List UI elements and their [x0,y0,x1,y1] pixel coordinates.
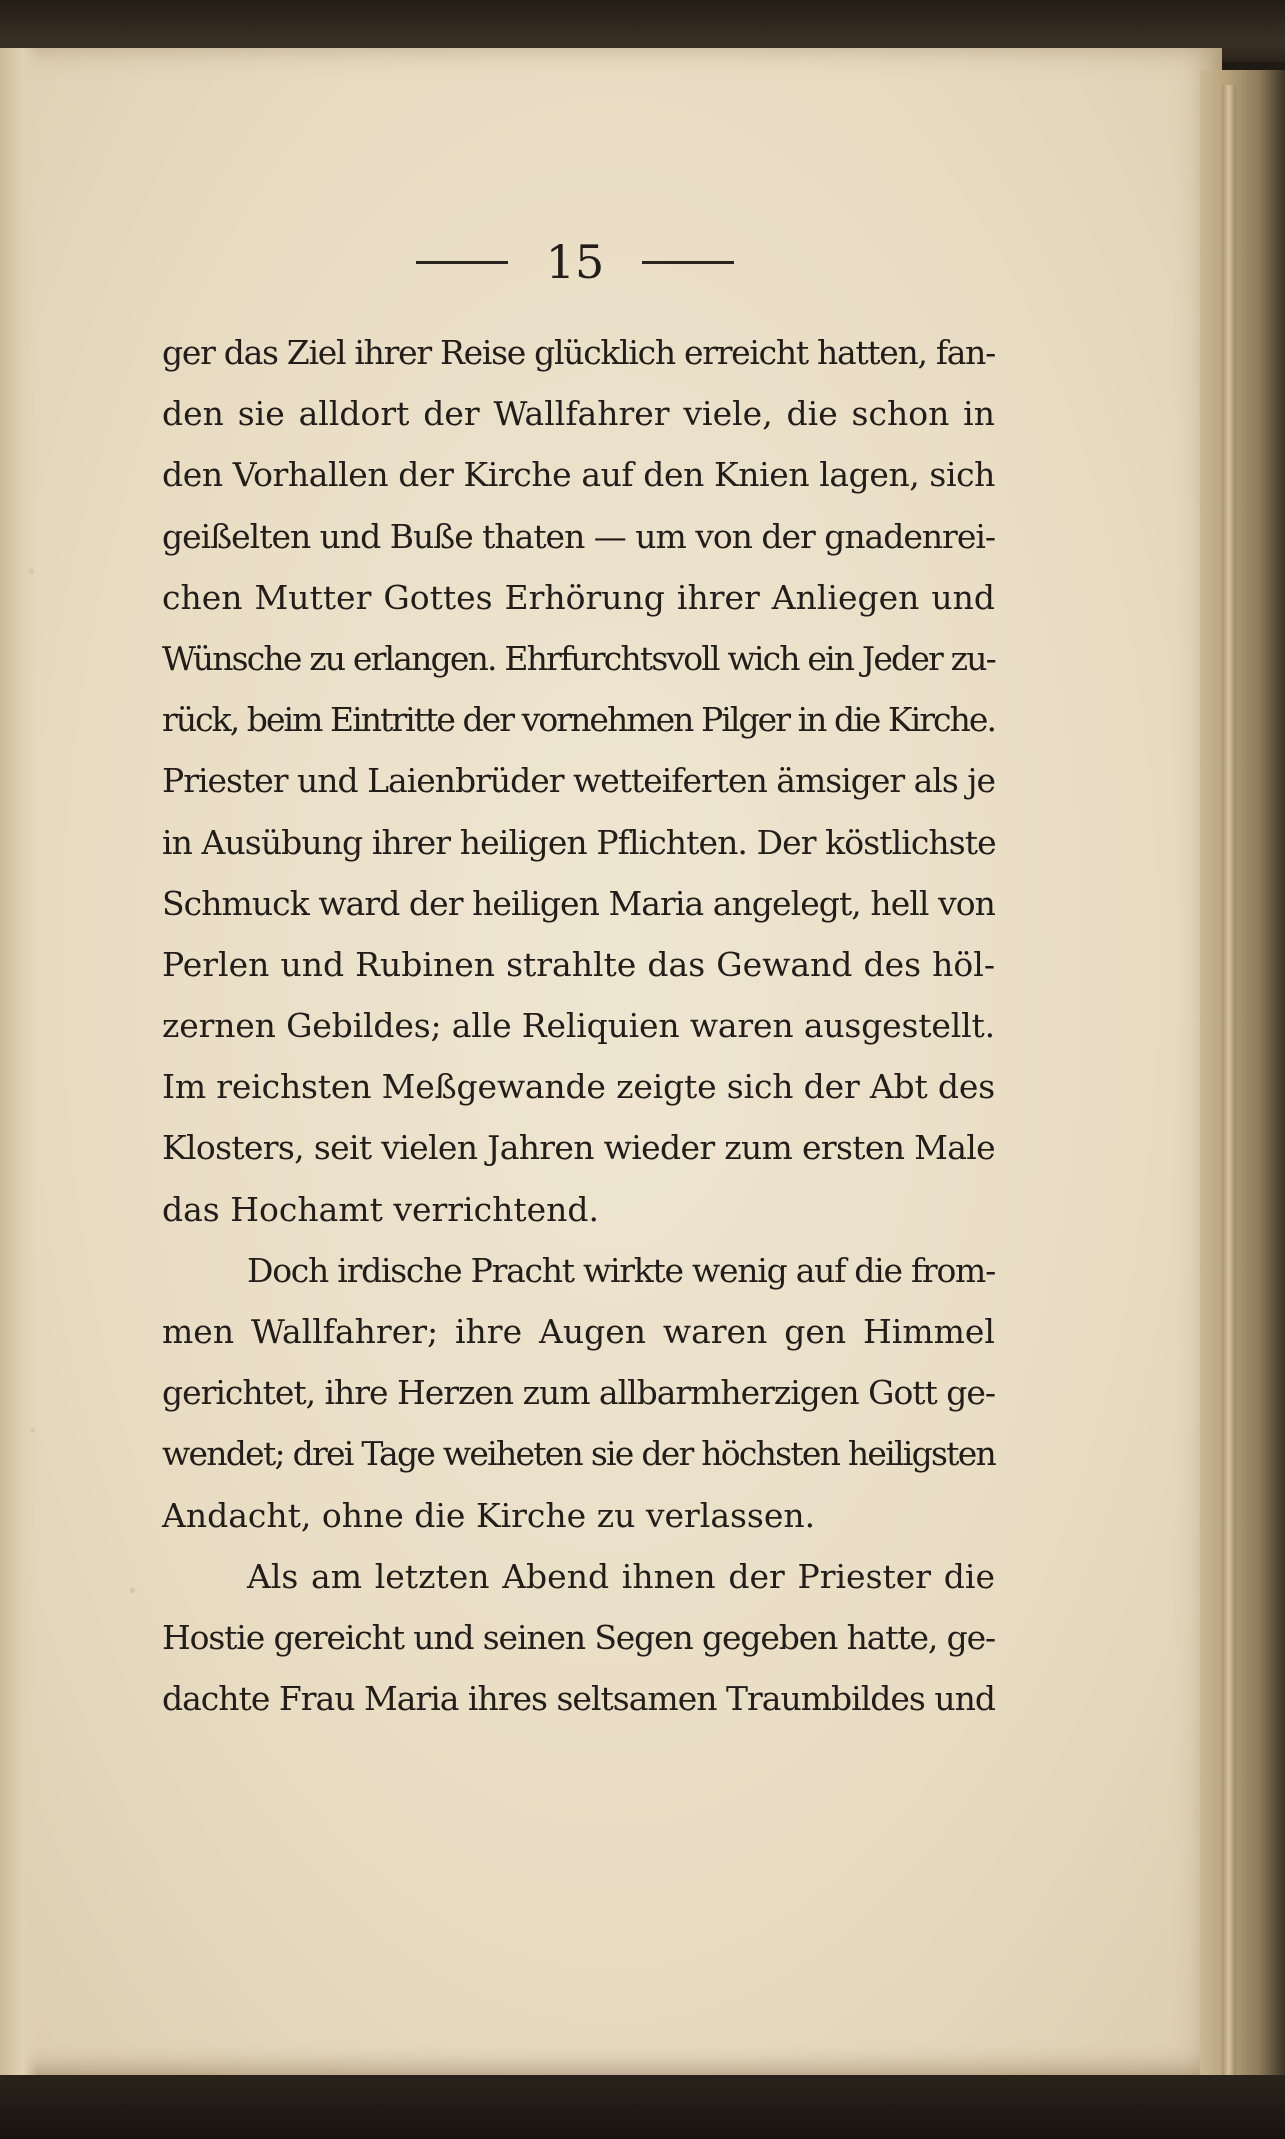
paragraph-end-line: Andacht, ohne die Kirche zu verlassen. [162,1495,816,1535]
text-line: chen Mutter Gottes Erhörung ihrer Anliegen und [162,577,995,617]
text-line: Wünsche zu erlangen. Ehrfurchtsvoll wich ein Jeder zu- [162,638,995,678]
text-line: wendet; drei Tage weiheten sie der höchsten heiligsten [162,1434,995,1474]
text-line: Klosters, seit vielen Jahren wieder zum ersten Male [162,1128,995,1168]
text-line: Im reichsten Meßgewande zeigte sich der Abt des [162,1067,995,1107]
paragraph-start-line: Doch irdische Pracht wirkte wenig auf die from- [247,1250,995,1290]
header-dash-right [642,261,734,264]
text-line: Hostie gereicht und seinen Segen gegeben hatte, ge- [162,1617,995,1657]
paper-spot [130,1588,135,1593]
text-line: den Vorhallen der Kirche auf den Knien lagen, sich [162,455,995,495]
text-line: Priester und Laienbrüder wetteiferten ämsiger als je [162,761,995,801]
page-number: 15 [545,235,605,289]
book-right-edge [1200,70,1285,2080]
body-text [162,322,995,1729]
text-line: Perlen und Rubinen strahlte das Gewand des höl- [162,944,995,984]
text-line: men Wallfahrer; ihre Augen waren gen Himmel [162,1312,995,1351]
text-line: den sie alldort der Wallfahrer viele, die schon in [162,394,995,434]
scan-background-bottom [0,2075,1285,2139]
text-line: zernen Gebildes; alle Reliquien waren ausgestellt. [162,1006,995,1046]
text-line: dachte Frau Maria ihres seltsamen Traumbildes und [162,1679,995,1719]
text-line: in Ausübung ihrer heiligen Pflichten. Der köstlichste [162,822,996,862]
header-dash-left [416,261,508,264]
text-line: geißelten und Buße thaten — um von der gnadenrei- [162,516,995,556]
book-page-stack [1222,85,1236,2075]
page-left-edge [0,48,38,2080]
paragraph-start-line: Als am letzten Abend ihnen der Priester die [247,1556,995,1596]
text-line: rück, beim Eintritte der vornehmen Pilger in die Kirche. [162,700,995,740]
page-header [400,232,750,292]
text-line: gerichtet, ihre Herzen zum allbarmherzigen Gott ge- [162,1373,995,1413]
text-line: Schmuck ward der heiligen Maria angelegt, hell von [162,883,995,923]
paragraph-end-line: das Hochamt verrichtend. [162,1189,599,1229]
text-line: ger das Ziel ihrer Reise glücklich erreicht hatten, fan- [162,333,995,372]
